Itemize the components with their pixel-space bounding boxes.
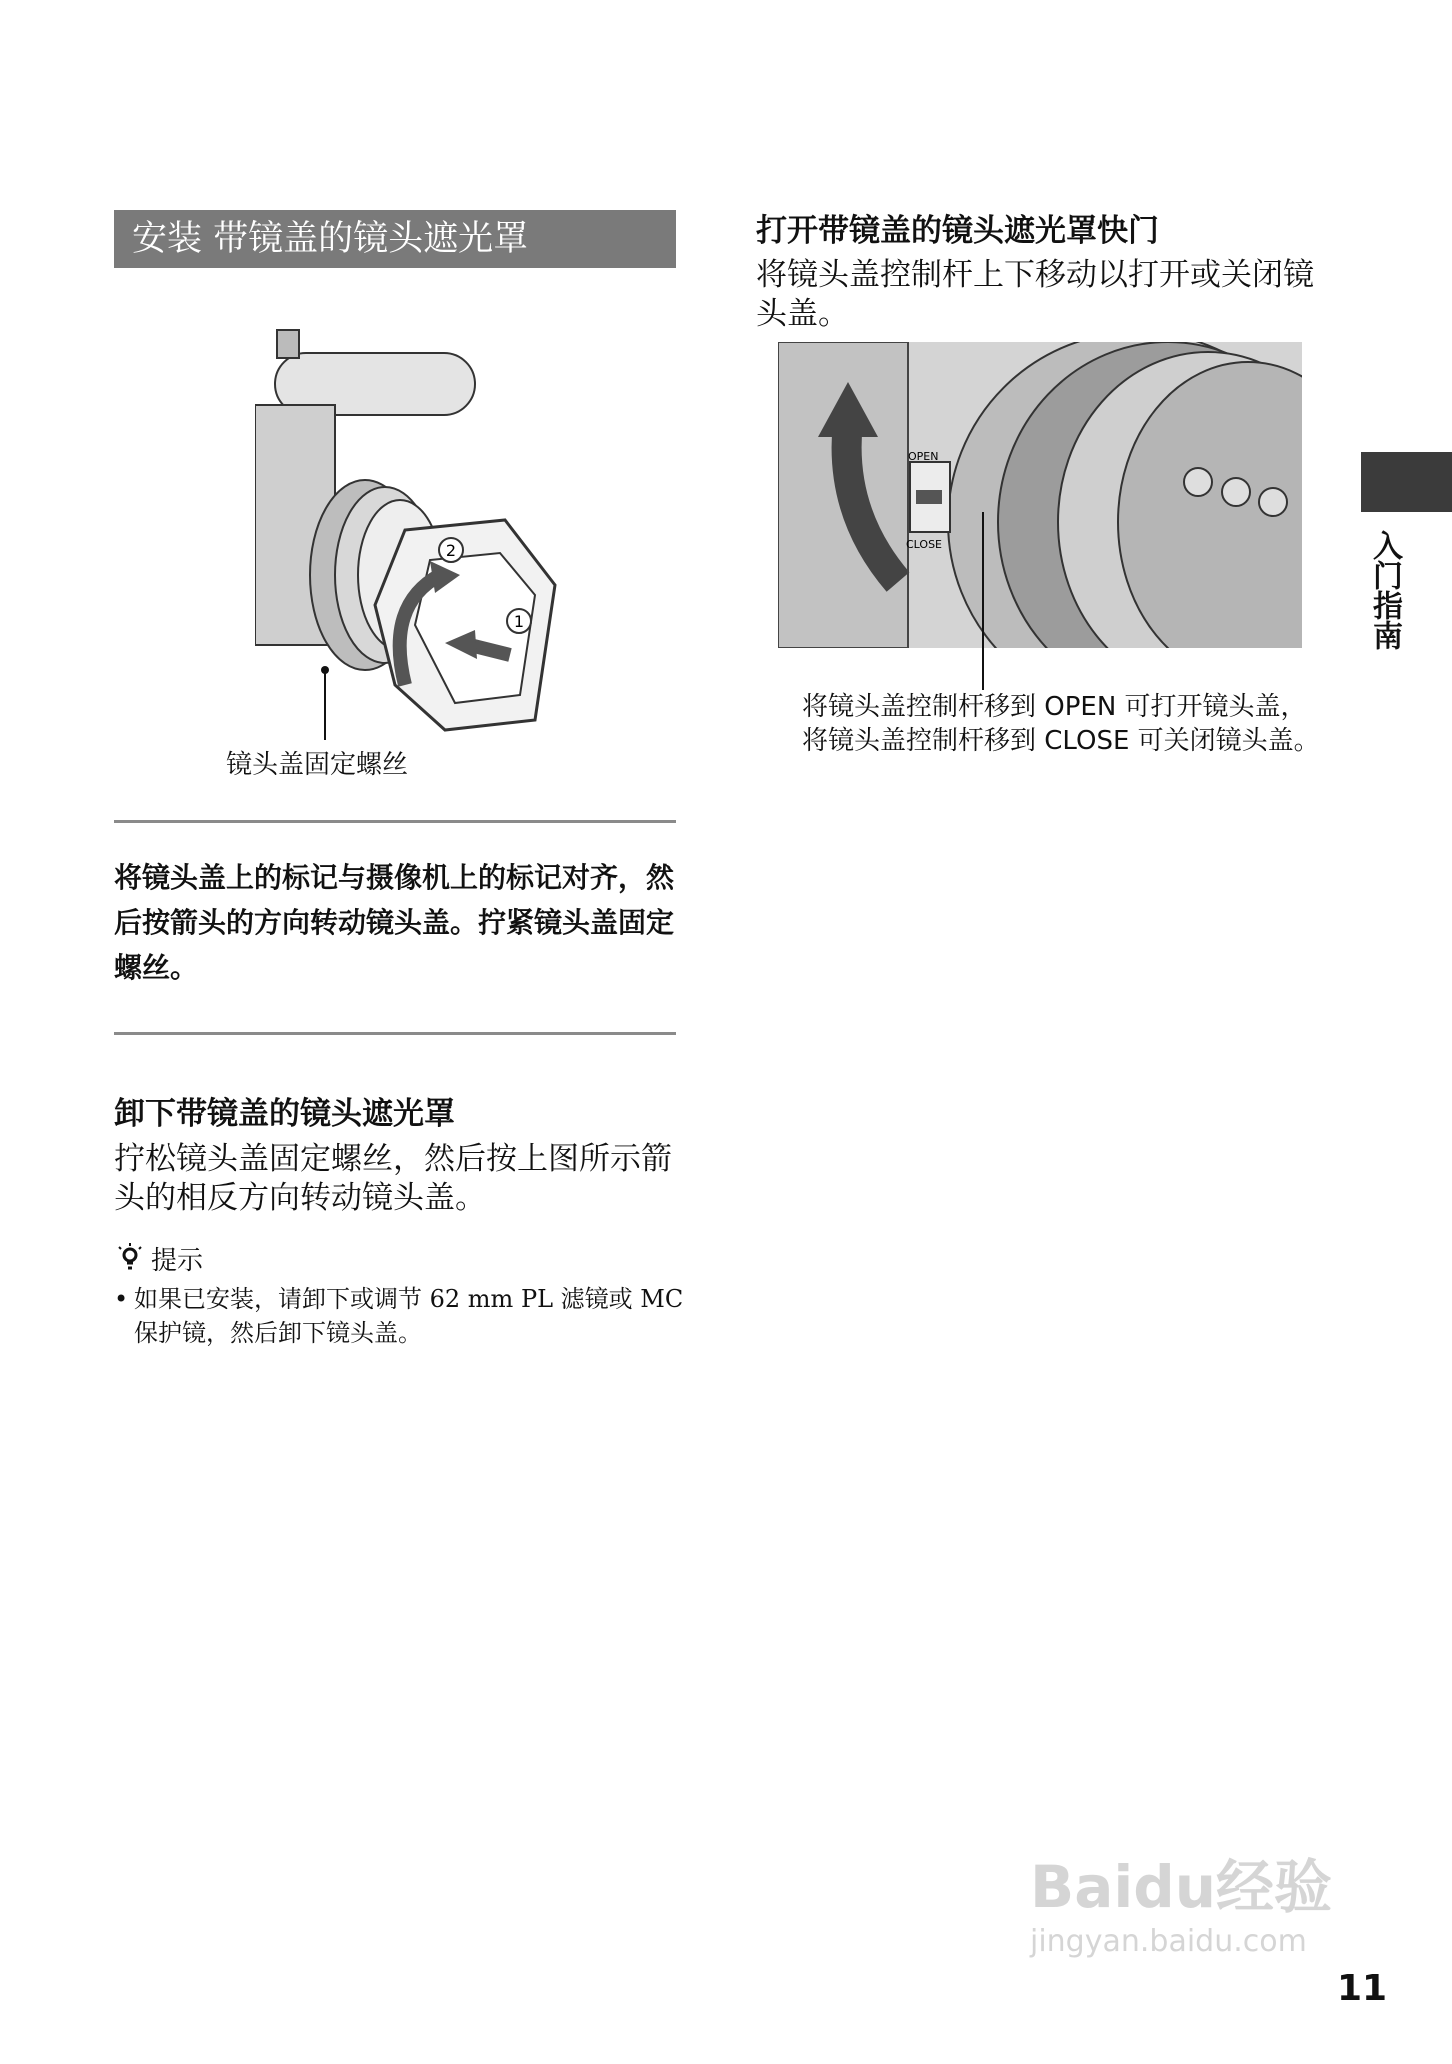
lens-lever-illustration [778, 342, 1302, 648]
lightbulb-icon [117, 1243, 143, 1280]
tip-heading [117, 1240, 203, 1280]
chapter-label: 入门指南 [1367, 530, 1402, 650]
section-title: 安装 带镜盖的镜头遮光罩 [114, 210, 676, 268]
close-label: CLOSE [906, 538, 943, 551]
divider [114, 1032, 676, 1035]
tip-text: 如果已安装，请卸下或调节 62 mm PL 滤镜或 MC 保护镜，然后卸下镜头盖。 [134, 1285, 684, 1347]
remove-heading: 卸下带镜盖的镜头遮光罩 [114, 1096, 455, 1132]
figure1-caption: 镜头盖固定螺丝 [226, 750, 409, 780]
watermark-brand: Baidu经验 [1030, 1853, 1333, 1921]
marker-2: 2 [445, 541, 457, 560]
tip-label: 提示 [151, 1246, 204, 1276]
shutter-heading: 打开带镜盖的镜头遮光罩快门 [756, 213, 1159, 249]
watermark [1030, 1840, 1370, 1990]
chapter-tab [1361, 452, 1452, 512]
divider [114, 820, 676, 823]
tip-item [114, 1282, 684, 1350]
callout-line [982, 648, 984, 690]
instruction-text: 将镜头盖上的标记与摄像机上的标记对齐，然后按箭头的方向转动镜头盖。拧紧镜头盖固定螺丝。 [114, 861, 675, 984]
marker-1: 1 [513, 612, 525, 631]
watermark-url: jingyan.baidu.com [1030, 1924, 1307, 1959]
remove-body: 拧松镜头盖固定螺丝，然后按上图所示箭头的相反方向转动镜头盖。 [114, 1141, 672, 1216]
bullet: • [114, 1285, 129, 1313]
shutter-body: 将镜头盖控制杆上下移动以打开或关闭镜头盖。 [756, 257, 1314, 332]
open-label: OPEN [908, 450, 939, 463]
page-number: 11 [1337, 1968, 1388, 2009]
figure2-caption: 将镜头盖控制杆移到 OPEN 可打开镜头盖，将镜头盖控制杆移到 CLOSE 可关闭镜头盖。 [802, 692, 1320, 756]
lens-hood-attach-illustration [255, 325, 565, 755]
